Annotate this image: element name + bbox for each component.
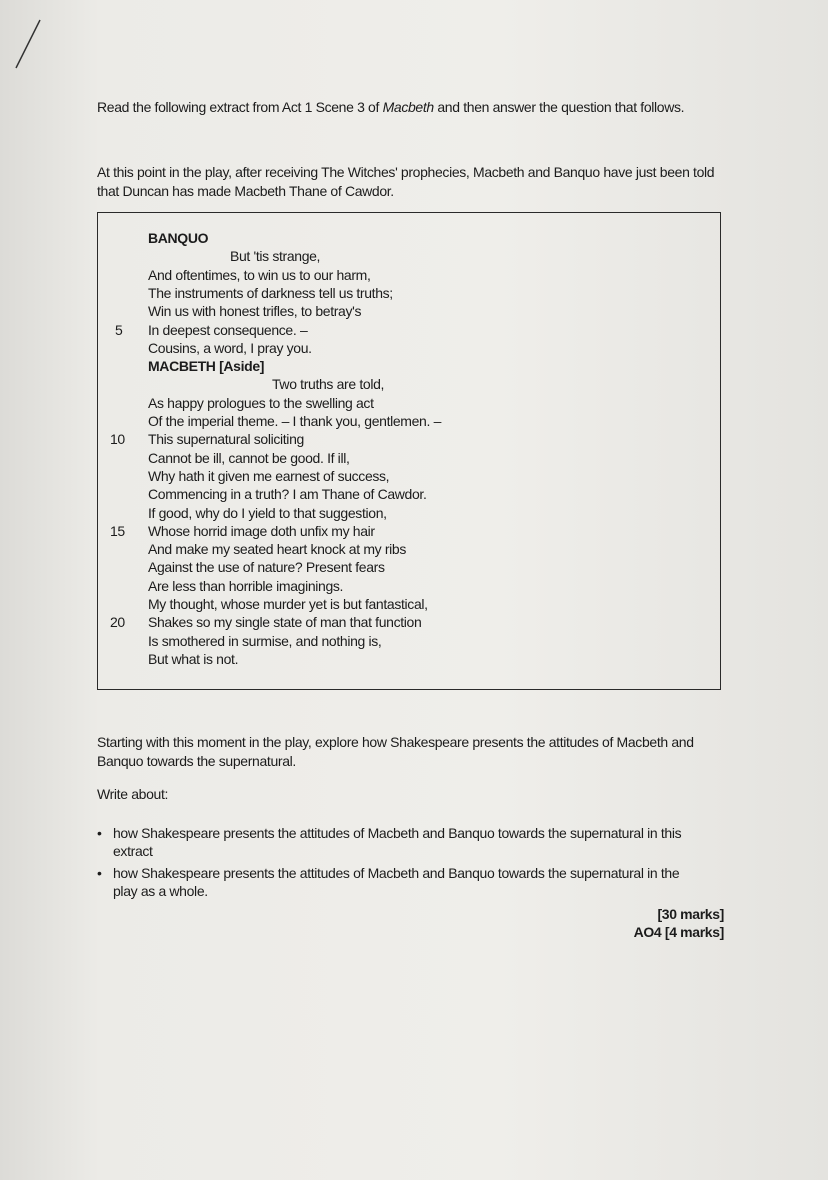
ao4-marks-label: AO4 [4 marks] xyxy=(633,924,724,940)
verse-line: In deepest consequence. – xyxy=(148,321,308,338)
line-number: 15 xyxy=(110,522,125,539)
bullet-text: how Shakespeare presents the attitudes of Macbeth and Banquo towards the supernatural in the play as a whole. xyxy=(113,865,680,899)
verse-line: Commencing in a truth? I am Thane of Cawdor. xyxy=(148,486,427,503)
verse-line: Win us with honest trifles, to betray's xyxy=(148,303,362,320)
verse-line: Two truths are told, xyxy=(272,376,385,393)
verse-line: As happy prologues to the swelling act xyxy=(148,394,374,411)
write-about-label: Write about: xyxy=(97,786,169,802)
verse-line: But 'tis strange, xyxy=(230,248,321,265)
verse-line: And make my seated heart knock at my ribs xyxy=(148,541,406,558)
instruction-text xyxy=(97,98,727,117)
verse-line: Whose horrid image doth unfix my hair xyxy=(148,522,375,539)
line-number: 20 xyxy=(110,614,125,631)
verse-line: The instruments of darkness tell us truths; xyxy=(148,284,393,301)
line-number: 5 xyxy=(115,321,123,338)
verse-line: Are less than horrible imaginings. xyxy=(148,577,344,594)
verse-line: And oftentimes, to win us to our harm, xyxy=(148,266,371,283)
verse-line: Against the use of nature? Present fears xyxy=(148,559,385,576)
play-title: Macbeth xyxy=(382,99,434,115)
verse-line: This supernatural soliciting xyxy=(148,431,304,448)
marks-label: [30 marks] xyxy=(657,906,724,922)
question-prompt: Starting with this moment in the play, explore how Shakespeare presents the attitudes of Macbeth and Banquo towards the supernatural. xyxy=(97,734,694,769)
verse-line: Cannot be ill, cannot be good. If ill, xyxy=(148,449,350,466)
verse-line: Is smothered in surmise, and nothing is, xyxy=(148,632,382,649)
instruction-part: Read the following extract from Act 1 Scene 3 of xyxy=(97,99,383,115)
context-text: At this point in the play, after receiving The Witches' prophecies, Macbeth and Banquo have just been told that Duncan has made Macbeth Thane of Cawdor. xyxy=(97,164,715,199)
bullet-item: • how Shakespeare presents the attitudes of Macbeth and Banquo towards the supernatural in the play as a whole. xyxy=(97,865,680,899)
speaker-name: BANQUO xyxy=(148,230,209,246)
verse-line: But what is not. xyxy=(148,650,239,667)
speaker-name: MACBETH [Aside] xyxy=(148,358,265,375)
verse-line: Cousins, a word, I pray you. xyxy=(148,339,312,356)
verse-line: Why hath it given me earnest of success, xyxy=(148,467,390,484)
verse-line: If good, why do I yield to that suggestion, xyxy=(148,504,387,521)
line-number: 10 xyxy=(110,431,125,448)
verse-line: Of the imperial theme. – I thank you, gentlemen. – xyxy=(148,413,442,429)
verse-line: Shakes so my single state of man that function xyxy=(148,614,422,631)
instruction-part: and then answer the question that follows. xyxy=(433,99,685,115)
verse-line: My thought, whose murder yet is but fantastical, xyxy=(148,596,428,612)
pen-mark xyxy=(0,0,60,80)
bullet-item: • how Shakespeare presents the attitudes of Macbeth and Banquo towards the supernatural in this extract xyxy=(97,825,682,859)
bullet-text: how Shakespeare presents the attitudes of Macbeth and Banquo towards the supernatural in this extract xyxy=(113,825,682,859)
